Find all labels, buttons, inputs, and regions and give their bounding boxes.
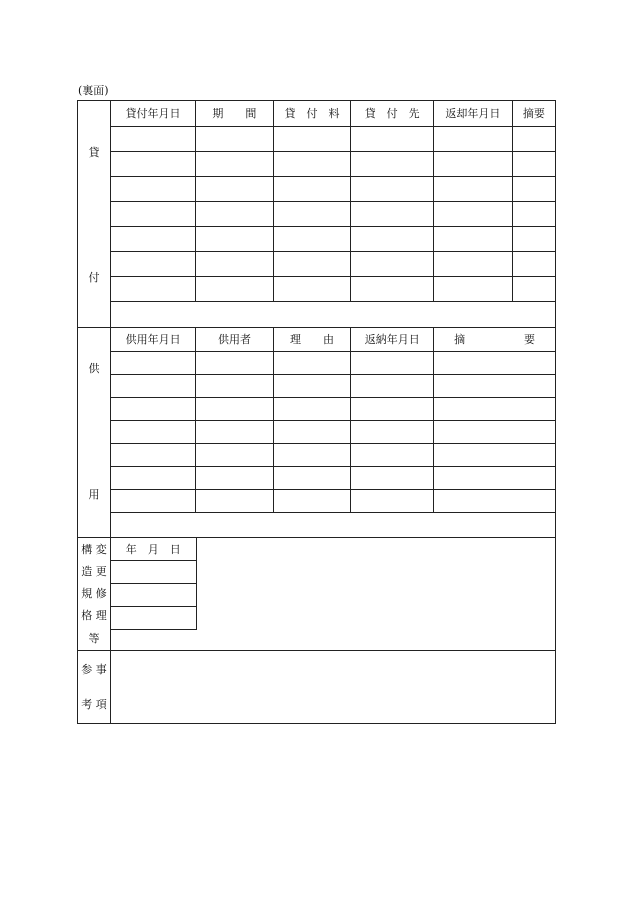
supply-remark-left: 摘 [454, 333, 466, 347]
table-row [111, 374, 555, 397]
lending-side-bottom: 付 [88, 271, 100, 284]
changes-side-line: 規 修 [81, 587, 107, 600]
lending-header-period: 期 間 [196, 101, 274, 126]
reference-section [78, 651, 555, 723]
lending-header-remarks: 摘要 [512, 101, 555, 126]
changes-side-label [78, 538, 111, 650]
supply-header-remarks [434, 328, 555, 351]
supply-side-label [78, 328, 111, 537]
supply-side-top: 供 [88, 362, 100, 375]
table-row [111, 276, 555, 301]
lending-header-lessee: 貸 付 先 [351, 101, 434, 126]
table-row [111, 151, 555, 176]
table-row [111, 560, 197, 583]
table-row [111, 201, 555, 226]
supply-header-row [111, 328, 555, 351]
supply-header-reason: 理 由 [273, 328, 351, 351]
ledger-form [77, 100, 556, 724]
changes-section [78, 538, 555, 651]
lending-side-top: 貸 [88, 146, 100, 159]
lending-section [78, 101, 555, 328]
lending-header-row [111, 101, 555, 126]
changes-side-line: 等 [88, 632, 100, 645]
reference-side-line: 参 事 [81, 663, 107, 676]
supply-header-return-date: 返納年月日 [351, 328, 434, 351]
page-caption: (裏面) [78, 84, 109, 97]
lending-side-label [78, 101, 111, 327]
supply-section [78, 328, 555, 538]
changes-side-line: 造 更 [81, 565, 107, 578]
table-row [111, 466, 555, 489]
table-row [111, 251, 555, 276]
table-row [111, 583, 197, 606]
table-row [111, 606, 197, 629]
table-row [111, 489, 555, 512]
table-row [111, 512, 555, 513]
changes-header-content [196, 538, 197, 560]
lending-header-date: 貸付年月日 [111, 101, 196, 126]
lending-header-return-date: 返却年月日 [434, 101, 513, 126]
changes-table [111, 538, 197, 630]
table-row [111, 226, 555, 251]
changes-side-line: 格 理 [81, 609, 107, 622]
table-row [111, 443, 555, 466]
table-row [111, 351, 555, 374]
supply-header-date: 供用年月日 [111, 328, 196, 351]
reference-side-label [78, 651, 111, 723]
supply-remark-right: 要 [524, 333, 535, 347]
table-row [111, 176, 555, 201]
table-row [111, 397, 555, 420]
changes-header-row [111, 538, 197, 560]
lending-header-fee: 貸 付 料 [273, 101, 351, 126]
changes-side-line: 構 変 [81, 543, 107, 556]
table-row [111, 420, 555, 443]
changes-header-date: 年 月 日 [111, 538, 196, 560]
supply-table [111, 328, 555, 513]
supply-header-user: 供用者 [196, 328, 274, 351]
lending-table [111, 101, 555, 302]
reference-side-line: 考 項 [81, 698, 107, 711]
table-row [111, 126, 555, 151]
table-row [111, 629, 197, 630]
reference-input-area[interactable] [111, 651, 555, 723]
supply-side-bottom: 用 [88, 488, 100, 501]
table-row [111, 301, 555, 302]
